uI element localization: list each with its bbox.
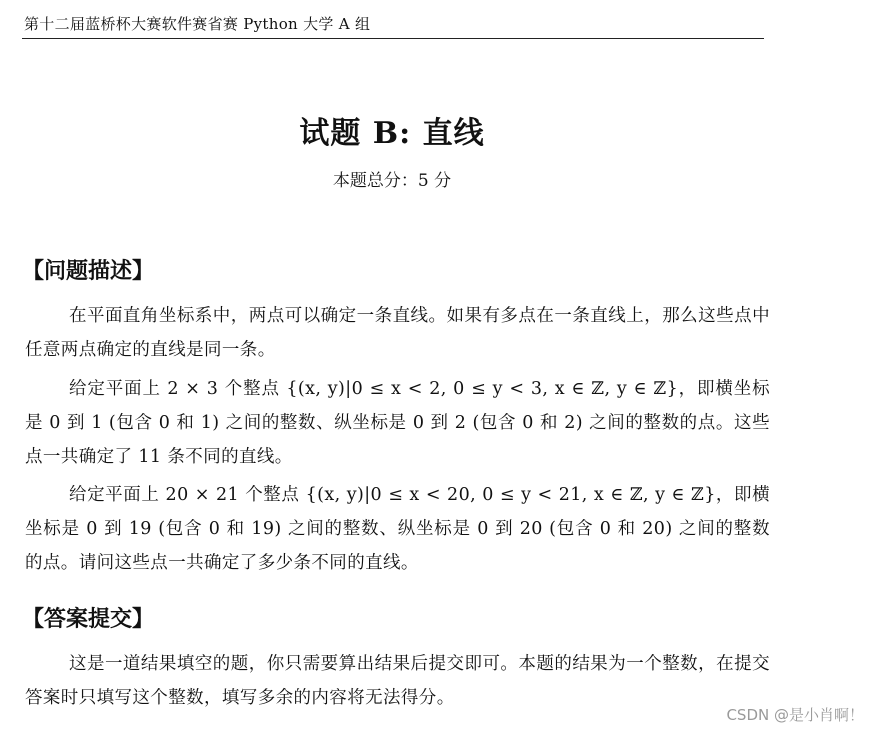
description-paragraph: 给定平面上 2 × 3 个整点 {(x, y)|0 ≤ x < 2, 0 ≤ y < 3, x ∈ ℤ, y ∈ ℤ}，即横坐标是 0 到 1 (包含 0 和 1) 之间的整数、纵坐标是 0 到 2 (包含 0 和 2) 之间的整数的点。这些点一共确定了 11 条不同的直线。 [25,379,770,467]
problem-score: 本题总分：5 分 [332,171,452,191]
description-paragraph: 给定平面上 20 × 21 个整点 {(x, y)|0 ≤ x < 20, 0 ≤ y < 21, x ∈ ℤ, y ∈ ℤ}，即横坐标是 0 到 19 (包含 0 和 19) 之间的整数、纵坐标是 0 到 20 (包含 0 和 20) 之间的整数的点。请问这些点一共确定了多少条不同的直线。 [25,485,770,573]
description-heading: 【问题描述】 [22,259,155,284]
submission-heading: 【答案提交】 [22,607,155,632]
header-rule [22,38,764,39]
submission-paragraph: 这是一道结果填空的题，你只需要算出结果后提交即可。本题的结果为一个整数，在提交答案时只填写这个整数，填写多余的内容将无法得分。 [25,654,770,708]
csdn-watermark: CSDN @是小肖啊！ [726,706,864,724]
problem-title: 试题 B: 直线 [299,116,485,151]
description-paragraph: 在平面直角坐标系中，两点可以确定一条直线。如果有多点在一条直线上，那么这些点中任意两点确定的直线是同一条。 [25,306,770,360]
running-header: 第十二届蓝桥杯大赛软件赛省赛 Python 大学 A 组 [24,15,371,33]
